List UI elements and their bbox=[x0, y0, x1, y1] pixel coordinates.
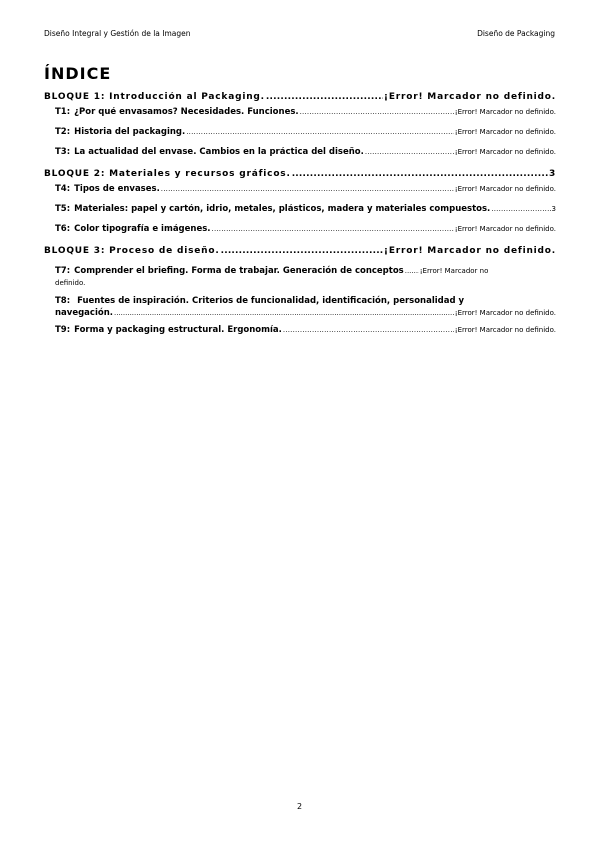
toc-entry-label: BLOQUE 2: Materiales y recursos gráficos. bbox=[44, 169, 291, 179]
leader-dots bbox=[221, 246, 383, 256]
page-number: 2 bbox=[296, 802, 303, 811]
leader-dots bbox=[300, 107, 454, 117]
toc-entry-label: Color tipografía e imágenes. bbox=[74, 224, 211, 234]
toc-entry-page-continued: definido. bbox=[55, 279, 86, 287]
toc-entry-label: Materiales: papel y cartón, idrio, metales, plásticos, madera y materiales compuestos. bbox=[74, 204, 491, 214]
toc-entry-bloque-2[interactable] bbox=[44, 169, 556, 184]
toc-entry-number: T6: bbox=[55, 224, 71, 234]
toc-entry-number: T4: bbox=[55, 184, 71, 194]
leader-dots bbox=[292, 169, 548, 179]
toc-entry-label-continued: navegación. bbox=[55, 308, 113, 318]
leader-dots bbox=[365, 147, 454, 157]
toc-entry-number: T1: bbox=[55, 107, 71, 117]
toc-entry-number: T9: bbox=[55, 325, 71, 335]
leader-dots bbox=[266, 92, 383, 102]
toc-entry-page: 3 bbox=[551, 205, 556, 213]
table-of-contents bbox=[44, 90, 556, 345]
toc-entry-t2[interactable] bbox=[44, 127, 556, 147]
toc-entry-t7[interactable] bbox=[44, 265, 556, 289]
toc-entry-number: T7: bbox=[55, 266, 71, 276]
toc-entry-bloque-3[interactable] bbox=[44, 246, 556, 261]
toc-entry-t8[interactable] bbox=[44, 295, 556, 319]
toc-entry-label: Forma y packaging estructural. Ergonomía. bbox=[74, 325, 282, 335]
toc-entry-t6[interactable] bbox=[44, 224, 556, 244]
header-left: Diseño Integral y Gestión de la Imagen bbox=[44, 29, 191, 38]
leader-dots bbox=[491, 204, 550, 214]
toc-entry-t9[interactable] bbox=[44, 325, 556, 345]
toc-entry-number: T8: bbox=[55, 296, 71, 306]
toc-entry-bloque-1[interactable] bbox=[44, 92, 556, 107]
toc-entry-t1[interactable] bbox=[44, 107, 556, 127]
toc-entry-page: ¡Error! Marcador no definido. bbox=[454, 309, 556, 317]
toc-entry-label: ¿Por qué envasamos? Necesidades. Funciones. bbox=[74, 107, 299, 117]
toc-entry-page: ¡Error! Marcador no definido. bbox=[454, 185, 556, 193]
toc-entry-label: Fuentes de inspiración. Criterios de funcionalidad, identificación, personalidad y bbox=[77, 296, 465, 306]
toc-entry-page: ¡Error! Marcador no definido. bbox=[454, 326, 556, 334]
toc-entry-number: T2: bbox=[55, 127, 71, 137]
toc-entry-page: ¡Error! Marcador no definido. bbox=[454, 225, 556, 233]
leader-dots bbox=[114, 307, 454, 319]
toc-entry-label: Tipos de envases. bbox=[74, 184, 160, 194]
toc-entry-number: T5: bbox=[55, 204, 71, 214]
toc-entry-page: ¡Error! Marcador no bbox=[419, 267, 489, 275]
leader-dots bbox=[283, 325, 454, 335]
page-title: ÍNDICE bbox=[44, 64, 112, 83]
toc-entry-page: ¡Error! Marcador no definido. bbox=[383, 246, 556, 256]
toc-entry-t4[interactable] bbox=[44, 184, 556, 204]
toc-entry-t5[interactable] bbox=[44, 204, 556, 224]
toc-entry-page: ¡Error! Marcador no definido. bbox=[454, 128, 556, 136]
toc-entry-label: BLOQUE 3: Proceso de diseño. bbox=[44, 246, 220, 256]
header-right: Diseño de Packaging bbox=[477, 29, 555, 38]
toc-entry-number: T3: bbox=[55, 147, 71, 157]
toc-entry-label: Comprender el briefing. Forma de trabajar. Generación de conceptos bbox=[74, 266, 404, 276]
toc-entry-page: ¡Error! Marcador no definido. bbox=[383, 92, 556, 102]
toc-entry-page: ¡Error! Marcador no definido. bbox=[454, 148, 556, 156]
leader-dots bbox=[212, 224, 454, 234]
leader-dots bbox=[161, 184, 454, 194]
toc-entry-label: Historia del packaging. bbox=[74, 127, 186, 137]
toc-entry-label: La actualidad del envase. Cambios en la práctica del diseño. bbox=[74, 147, 364, 157]
toc-entry-label: BLOQUE 1: Introducción al Packaging. bbox=[44, 92, 265, 102]
toc-entry-page: ¡Error! Marcador no definido. bbox=[454, 108, 556, 116]
leader-dots bbox=[405, 265, 419, 277]
toc-entry-page: 3 bbox=[548, 169, 556, 179]
toc-entry-t3[interactable] bbox=[44, 147, 556, 167]
leader-dots bbox=[186, 127, 454, 137]
